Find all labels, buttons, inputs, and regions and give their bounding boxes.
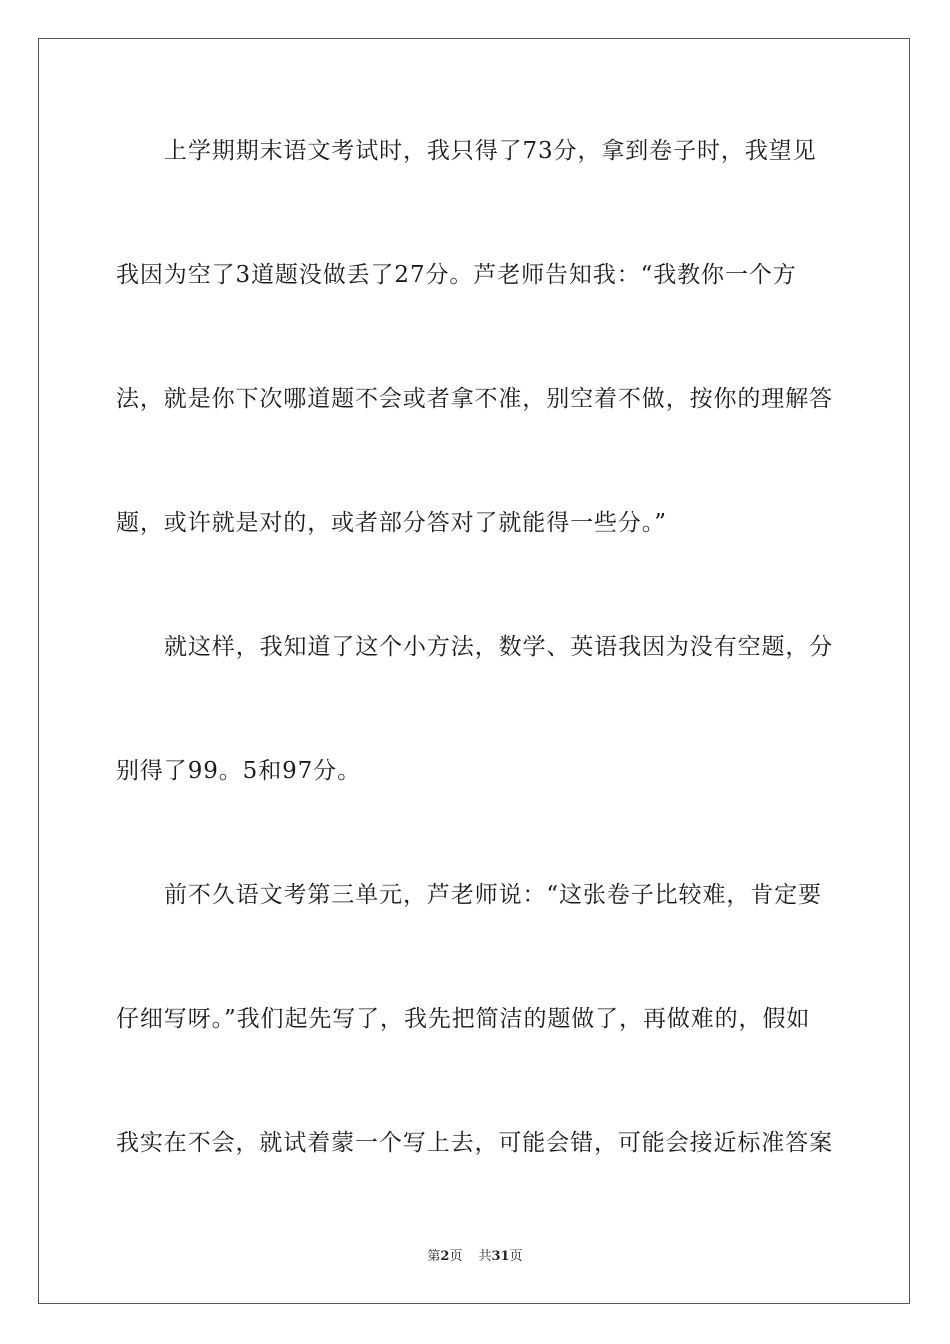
page-suffix: 页 (449, 1249, 463, 1264)
paragraph-line-8: 仔细写呀。”我们起先写了，我先把简洁的题做了，再做难的，假如 (116, 1006, 811, 1032)
page-footer (0, 1245, 950, 1264)
page-prefix: 第 (427, 1249, 441, 1264)
paragraph-line-4: 题，或许就是对的，或者部分答对了就能得一些分。” (116, 510, 667, 536)
paragraph-line-2: 我因为空了3道题没做丢了27分。芦老师告知我：“我教你一个方 (116, 262, 797, 288)
page-number: 2 (440, 1249, 450, 1264)
paragraph-line-1: 上学期期末语文考试时，我只得了73分，拿到卷子时，我望见 (164, 138, 817, 164)
total-pages: 31 (491, 1249, 510, 1264)
paragraph-line-5: 就这样，我知道了这个小方法，数学、英语我因为没有空题，分 (164, 634, 834, 660)
total-prefix: 共 (478, 1249, 492, 1264)
paragraph-line-3: 法，就是你下次哪道题不会或者拿不准，别空着不做，按你的理解答 (116, 386, 833, 412)
document-body (116, 116, 834, 1232)
total-suffix: 页 (509, 1249, 523, 1264)
paragraph-line-7: 前不久语文考第三单元，芦老师说：“这张卷子比较难，肯定要 (164, 882, 822, 908)
paragraph-line-6: 别得了99。5和97分。 (116, 758, 361, 784)
paragraph-line-9: 我实在不会，就试着蒙一个写上去，可能会错，可能会接近标准答案 (116, 1130, 833, 1156)
